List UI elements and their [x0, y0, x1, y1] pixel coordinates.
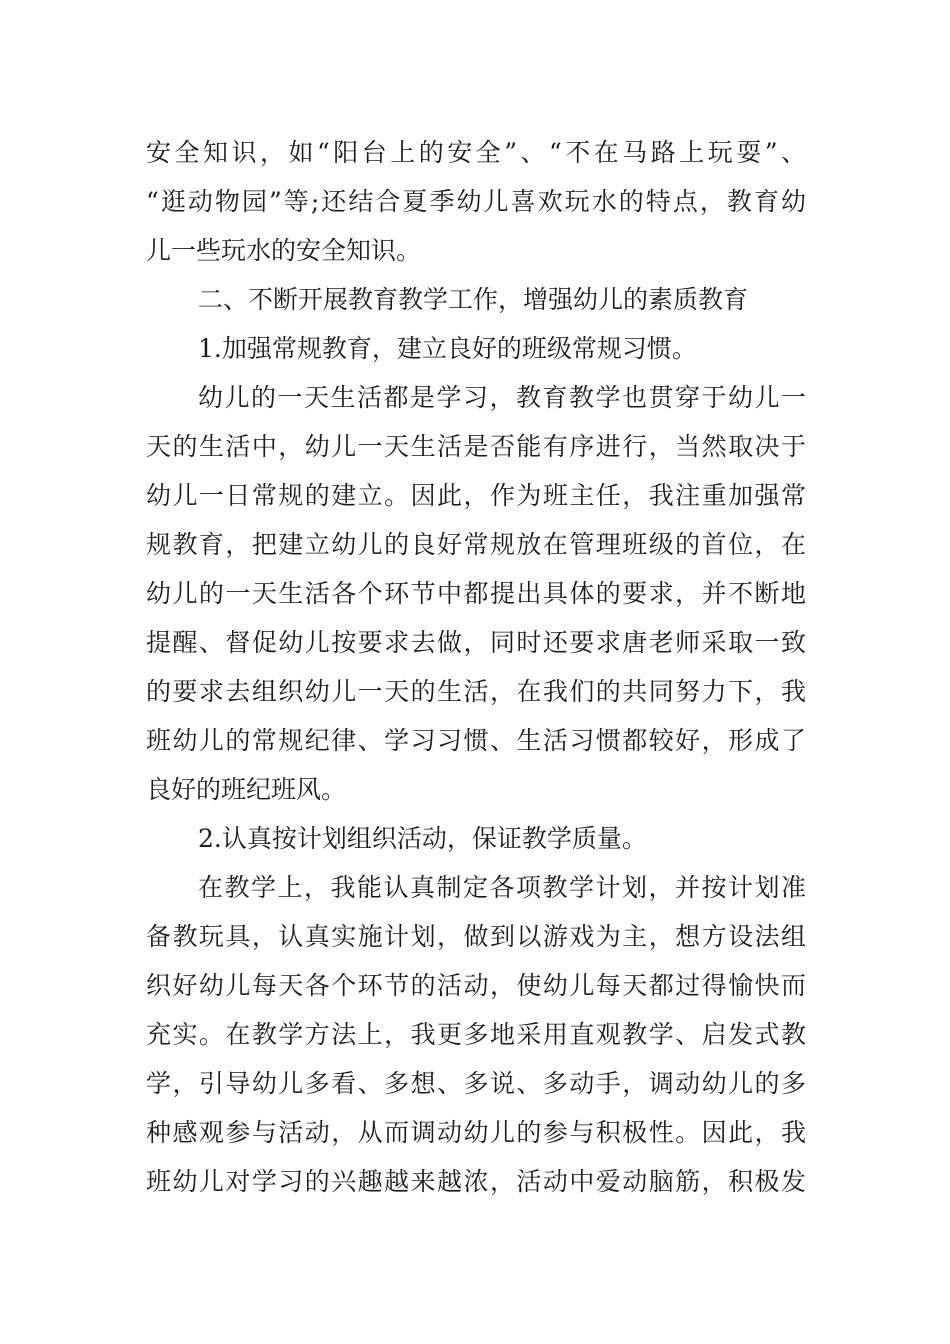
- text-line: 安全知识，如“阳台上的安全”、“不在马路上玩耍”、: [146, 138, 806, 167]
- text-line: 充实。在教学方法上，我更多地采用直观教学、启发式教: [146, 1020, 806, 1049]
- text-line: 织好幼儿每天各个环节的活动，使幼儿每天都过得愉快而: [146, 971, 806, 1000]
- text-line: 规教育，把建立幼儿的良好常规放在管理班级的首位，在: [146, 530, 806, 559]
- document-page: [146, 128, 806, 1206]
- subsection-heading: 1.加强常规教育，建立良好的班级常规习惯。: [198, 334, 697, 363]
- section-heading: 二、不断开展教育教学工作，增强幼儿的素质教育: [198, 285, 749, 314]
- text-line: 备教玩具，认真实施计划，做到以游戏为主，想方设法组: [146, 922, 806, 951]
- text-line: 幼儿的一天生活各个环节中都提出具体的要求，并不断地: [146, 579, 806, 608]
- text-line: 学，引导幼儿多看、多想、多说、多动手，调动幼儿的多: [146, 1069, 806, 1098]
- text-line: 提醒、督促幼儿按要求去做，同时还要求唐老师采取一致: [146, 628, 806, 657]
- text-line: 幼儿一日常规的建立。因此，作为班主任，我注重加强常: [146, 481, 806, 510]
- text-line: 良好的班纪班风。: [146, 775, 347, 804]
- text-line: “逛动物园”等;还结合夏季幼儿喜欢玩水的特点，教育幼: [146, 187, 806, 216]
- subsection-heading: 2.认真按计划组织活动，保证教学质量。: [198, 824, 647, 853]
- text-line: 幼儿的一天生活都是学习，教育教学也贯穿于幼儿一: [198, 383, 806, 412]
- text-line: 的要求去组织幼儿一天的生活，在我们的共同努力下，我: [146, 677, 806, 706]
- text-line: 儿一些玩水的安全知识。: [146, 236, 422, 265]
- text-line: 在教学上，我能认真制定各项教学计划，并按计划准: [198, 873, 806, 902]
- text-line: 班幼儿的常规纪律、学习习惯、生活习惯都较好，形成了: [146, 726, 806, 755]
- text-line: 种感观参与活动，从而调动幼儿的参与积极性。因此，我: [146, 1118, 806, 1147]
- text-line: 班幼儿对学习的兴趣越来越浓，活动中爱动脑筋，积极发: [146, 1167, 806, 1196]
- text-line: 天的生活中，幼儿一天生活是否能有序进行，当然取决于: [146, 432, 806, 461]
